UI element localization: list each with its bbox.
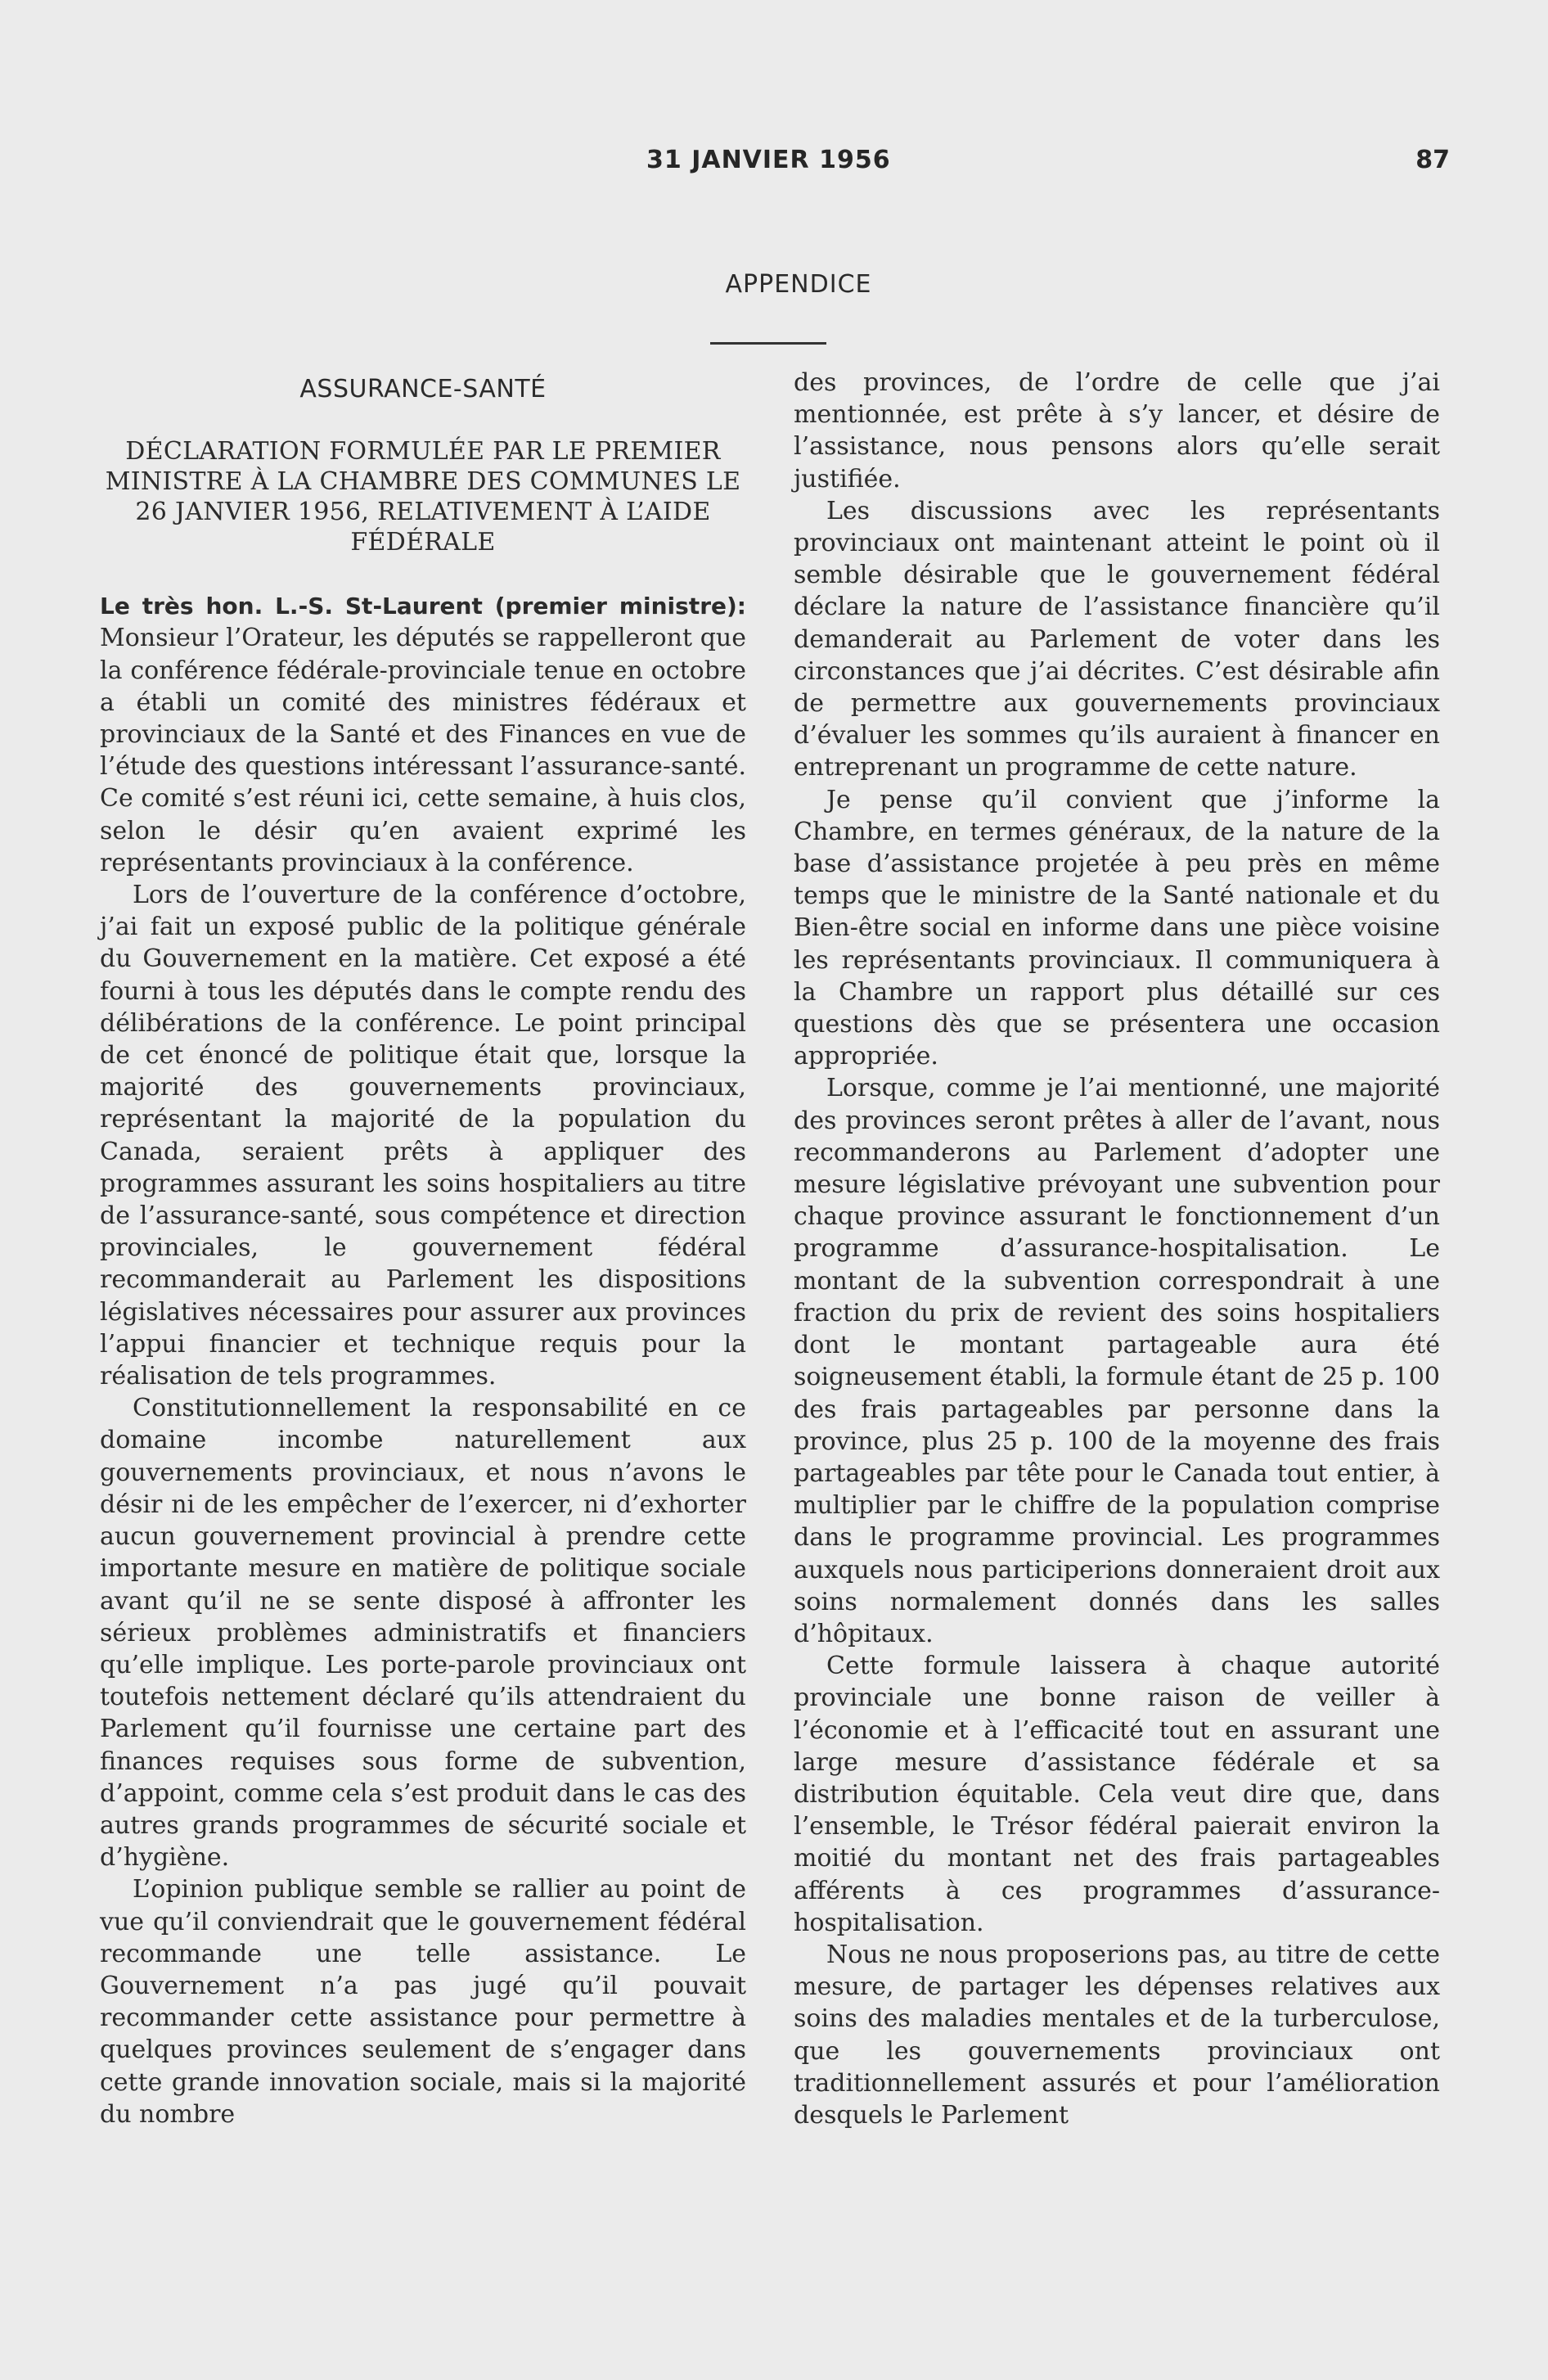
speaker-name: Le très hon. L.-S. St-Laurent (premier ministre): [100,593,746,620]
paragraph: Je pense qu’il convient que j’informe la Chambre, en termes généraux, de la nature de la base d’assistance projetée à peu près en même temps que le ministre de la Santé nationale et du Bien-être social en informe dans une pièce voisine les représentants provinciaux. Il communiquera à la Chambre un rapport plus détaillé sur ces questions dès que se présentera une occasion appropriée. [794,785,1440,1071]
paragraph: Cette formule laissera à chaque autorité provinciale une bonne raison de veiller à l’économie et à l’efficacité tout en assurant une large mesure d’assistance fédérale et sa distribution équitable. Cela veut dire que, dans l’ensemble, le Trésor fédéral paierait environ la moitié du montant net des frais partageables afférents à ces programmes d’assurance-hospitalisation. [794,1652,1440,1937]
paragraph: L’opinion publique semble se rallier au point de vue qu’il conviendrait que le gouvernement fédéral recommande une telle assistance. Le Gouvernement n’a pas jugé qu’il pouvait recommander cette assistance pour permettre à quelques provinces seulement de s’engager dans cette grande innovation sociale, mais si la majorité du nombre [100,1875,746,2129]
declaration-heading: DÉCLARATION FORMULÉE PAR LE PREMIER MINISTRE À LA CHAMBRE DES COMMUNES LE 26 JANVIER 1956, RELATIVEMENT À L’AIDE FÉDÉRALE [105,437,741,557]
paragraph: Nous ne nous proposerions pas, au titre de cette mesure, de partager les dépenses relatives aux soins des maladies mentales et de la turberculose, que les gouvernements provinciaux ont traditionnellement assurés et pour l’amélioration desquels le Parlement [794,1940,1440,2130]
left-column [100,367,746,2130]
paragraph: Les discussions avec les représentants provinciaux ont maintenant atteint le point où il semble désirable que le gouvernement fédéral déclare la nature de l’assistance financière qu’il demanderait au Parlement de voter dans les circonstances que j’ai décrites. C’est désirable afin de permettre aux gouvernements provinciaux d’évaluer les sommes qu’ils auraient à financer en entreprenant un programme de cette nature. [794,496,1440,782]
paragraph: Lorsque, comme je l’ai mentionné, une majorité des provinces seront prêtes à aller de l’avant, nous recommanderons au Parlement d’adopter une mesure législative prévoyant une subvention pour chaque province assurant le fonctionnement d’un programme d’assurance-hospitalisation. Le montant de la subvention correspondrait à une fraction du prix de revient des soins hospitaliers dont le montant partageable aura été soigneusement établi, la formule étant de 25 p. 100 des frais partageables par personne dans la province, plus 25 p. 100 de la moyenne des frais partageables par tête pour le Canada tout entier, à multiplier par le chiffre de la population comprise dans le programme provincial. Les programmes auxquels nous participerions donneraient droit aux soins normalement donnés dans les salles d’hôpitaux. [794,1074,1440,1648]
appendix-title: APPENDICE [725,270,872,299]
right-column [794,367,1440,2131]
header-date: 31 JANVIER 1956 [646,146,891,174]
title-rule [710,342,826,345]
page-number: 87 [1415,146,1450,174]
first-paragraph [100,590,746,879]
first-paragraph-text: Monsieur l’Orateur, les députés se rappelleront que la conférence fédérale-provinciale tenue en octobre a établi un comité des ministres fédéraux et provinciaux de la Santé et des Finances en vue de l’étude des questions intéressant l’assurance-santé. Ce comité s’est réuni ici, cette semaine, à huis clos, selon le désir qu’en avaient exprimé les représentants provinciaux à la conférence. [100,624,746,877]
paragraph: Lors de l’ouverture de la conférence d’octobre, j’ai fait un exposé public de la politique générale du Gouvernement en la matière. Cet exposé a été fourni à tous les députés dans le compte rendu des délibérations de la conférence. Le point principal de cet énoncé de politique était que, lorsque la majorité des gouvernements provinciaux, représentant la majorité de la population du Canada, seraient prêts à appliquer des programmes assurant les soins hospitaliers au titre de l’assurance-santé, sous compétence et direction provinciales, le gouvernement fédéral recommanderait au Parlement les dispositions législatives nécessaires pour assurer aux provinces l’appui financier et technique requis pour la réalisation de tels programmes. [100,881,746,1391]
paragraph: Constitutionnellement la responsabilité en ce domaine incombe naturellement aux gouvernements provinciaux, et nous n’avons le désir ni de les empêcher de l’exercer, ni d’exhorter aucun gouvernement provincial à prendre cette importante mesure en matière de politique sociale avant qu’il ne se sente disposé à affronter les sérieux problèmes administratifs et financiers qu’elle implique. Les porte-parole provinciaux ont toutefois nettement déclaré qu’ils attendraient du Parlement qu’il fournisse une certaine part des finances requises sous forme de subvention, d’appoint, comme cela s’est produit dans le cas des autres grands programmes de sécurité sociale et d’hygiène. [100,1394,746,1873]
section-title: ASSURANCE-SANTÉ [299,375,547,403]
continuation-paragraph: des provinces, de l’ordre de celle que j’ai mentionnée, est prête à s’y lancer, et désire de l’assistance, nous pensons alors qu’elle serait justifiée. [794,368,1440,494]
